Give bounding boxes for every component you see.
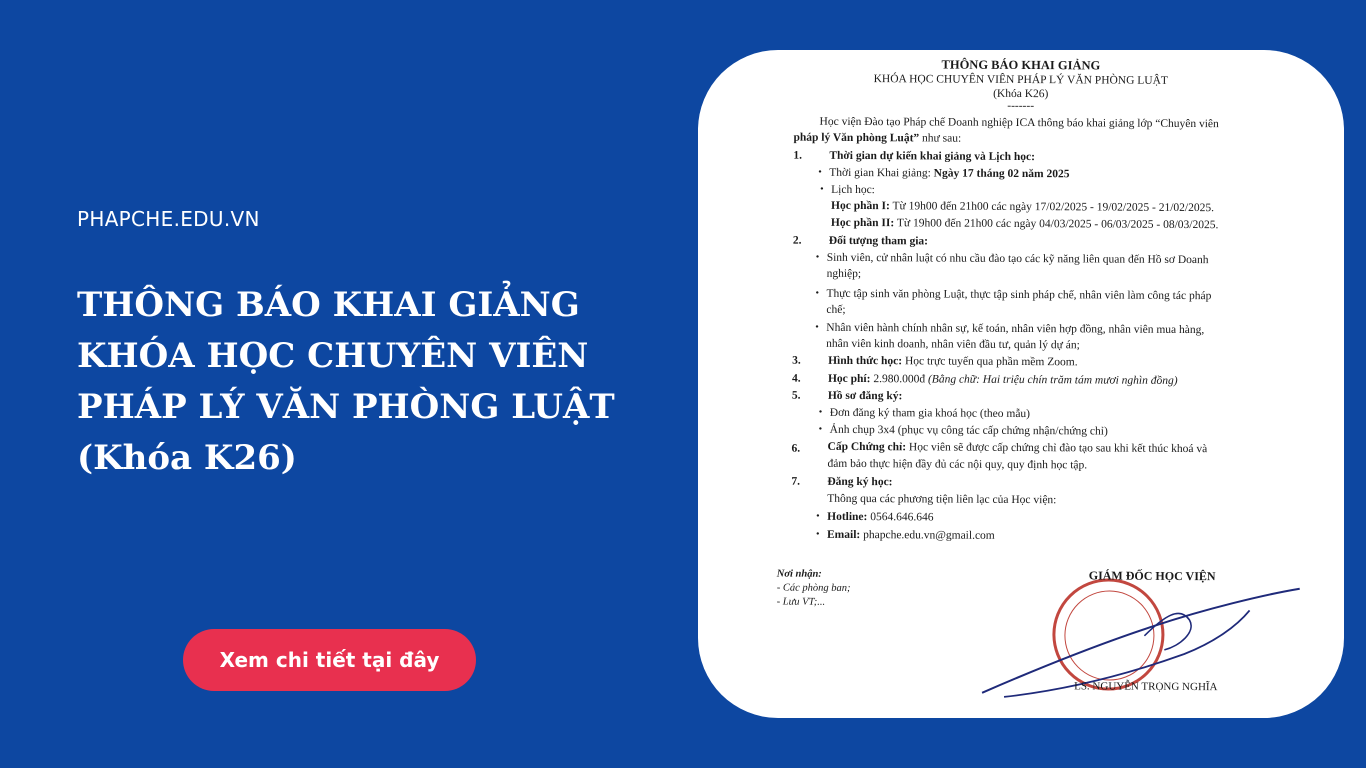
doc-subtitle: KHÓA HỌC CHUYÊN VIÊN PHÁP LÝ VĂN PHÒNG LUẬT (873, 73, 1169, 87)
headline-line-1: THÔNG BÁO KHAI GIẢNG (77, 285, 580, 325)
view-details-button[interactable]: Xem chi tiết tại đây (183, 629, 476, 691)
section-1-title: Thời gian dự kiến khai giảng và Lịch học: (829, 149, 1036, 164)
audience-item-3-cont: nhân viên kinh doanh, nhân viên đầu tư, quản lý dự án; (826, 337, 1080, 352)
signer-name: LS. NGUYỄN TRỌNG NGHĨA (1074, 680, 1218, 694)
audience-item-3: • Nhân viên hành chính nhân sự, kế toán, nhân viên hợp đồng, nhân viên mua hàng, (826, 321, 1204, 337)
section-6-label: Cấp Chứng chỉ: (827, 440, 907, 454)
recipient-1: - Các phòng ban; (776, 582, 851, 594)
section-4-label: Học phí: (827, 372, 871, 386)
module-1-text: Từ 19h00 đến 21h00 các ngày 17/02/2025 - 19/02/2025 - 21/02/2025. (889, 200, 1215, 215)
section-6-text: Học viên sẽ được cấp chứng chỉ đào tạo sau khi kết thúc khoá và (906, 441, 1208, 456)
module-2-line (831, 216, 1219, 232)
doc-divider: ------- (1007, 99, 1035, 113)
audience-item-1-cont: nghiệp; (826, 267, 862, 281)
module-1-label: Học phần I: (831, 199, 890, 213)
hotline-label: Hotline: (827, 510, 868, 524)
audience-item-1: • Sinh viên, cử nhân luật có nhu cầu đào tạo các kỹ năng liên quan đến Hồ sơ Doanh (827, 251, 1209, 267)
module-2-text: Từ 19h00 đến 21h00 các ngày 04/03/2025 - 06/03/2025 - 08/03/2025. (894, 217, 1219, 232)
announcement-document (698, 50, 1344, 718)
site-url: PHAPCHE.EDU.VN (77, 207, 260, 231)
audience-item-2-cont: chế; (826, 303, 846, 316)
opening-date-item (829, 166, 1069, 181)
module-1-line (831, 199, 1214, 215)
headline-line-2: KHÓA HỌC CHUYÊN VIÊN (77, 336, 589, 376)
section-3-number: 3. (792, 354, 801, 367)
recipients-title: Nơi nhận: (776, 568, 822, 580)
section-5-number: 5. (791, 389, 801, 402)
section-4-amount-words: (Bằng chữ: Hai triệu chín trăm tám mươi nghìn đồng) (927, 373, 1178, 387)
section-4-number: 4. (791, 372, 801, 385)
section-7-title: Đăng ký học: (827, 475, 893, 489)
section-4-text: 2.980.000đ (870, 373, 929, 386)
section-1-number: 1. (793, 149, 803, 162)
hotline-value: 0564.646.646 (867, 511, 934, 524)
doc-intro-line-1: Học viện Đào tạo Pháp chế Doanh nghiệp ICA thông báo khai giảng lớp “Chuyên viên (819, 115, 1219, 131)
opening-date-value: Ngày 17 tháng 02 năm 2025 (933, 167, 1070, 181)
section-7-text: Thông qua các phương tiện liên lạc của Học viện: (827, 492, 1057, 507)
section-2-title: Đối tượng tham gia: (828, 234, 929, 248)
section-6-line-2: đảm bảo thực hiện đầy đủ các nội quy, quy định học tập. (827, 457, 1088, 472)
module-2-label: Học phần II: (830, 216, 895, 230)
email-value: phapche.edu.vn@gmail.com (860, 529, 995, 542)
section-4-line (828, 372, 1178, 388)
hotline-item (827, 510, 933, 525)
intro-suffix-text: như sau: (919, 132, 962, 145)
section-7-number: 7. (791, 475, 801, 488)
course-name-text: pháp lý Văn phòng Luật” (793, 131, 920, 145)
audience-item-2: • Thực tập sinh văn phòng Luật, thực tập sinh pháp chế, nhân viên làm công tác pháp (826, 287, 1211, 303)
schedule-item: • Lịch học: (831, 183, 875, 197)
signer-title: GIÁM ĐỐC HỌC VIỆN (1088, 568, 1216, 584)
doc-title: THÔNG BÁO KHAI GIẢNG (941, 57, 1101, 73)
doc-course: (Khóa K26) (993, 87, 1049, 101)
page-title (77, 280, 677, 484)
opening-date-label: Thời gian Khai giảng: (829, 166, 934, 180)
email-label: Email: (826, 528, 861, 542)
section-5-title: Hồ sơ đăng ký: (827, 389, 903, 403)
section-6-line (828, 440, 1208, 456)
doc-intro-line-2 (793, 131, 961, 146)
document-item-1: • Đơn đăng ký tham gia khoá học (theo mẫu) (830, 406, 1030, 421)
email-item (827, 528, 995, 543)
section-6-number: 6. (791, 442, 801, 455)
headline-line-3: PHÁP LÝ VĂN PHÒNG LUẬT (77, 387, 615, 427)
section-3-label: Hình thức học: (828, 354, 903, 368)
headline-line-4: (Khóa K26) (77, 438, 297, 478)
section-2-number: 2. (792, 234, 802, 247)
section-3-text: Học trực tuyến qua phần mềm Zoom. (902, 355, 1078, 369)
document-page (698, 50, 1344, 718)
recipient-2: - Lưu VT;... (776, 596, 826, 608)
document-item-2: • Ảnh chụp 3x4 (phục vụ công tác cấp chứng nhận/chứng chỉ) (830, 423, 1108, 439)
section-3-line (828, 354, 1078, 370)
